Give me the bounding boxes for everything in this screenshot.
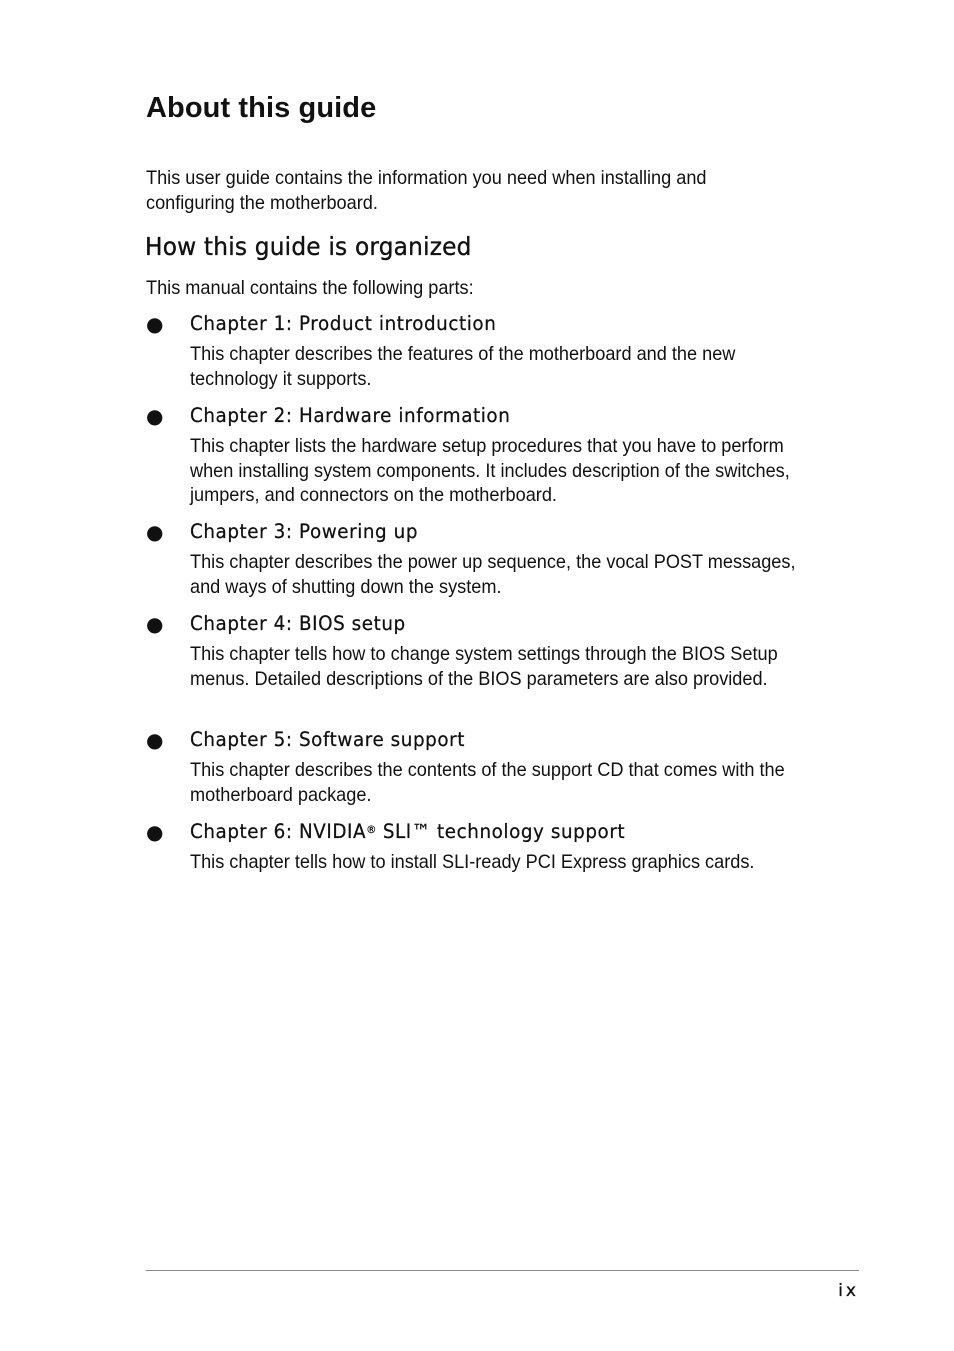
- section-heading: How this guide is organized: [145, 232, 472, 261]
- intro-paragraph: This user guide contains the information you need when installing and configuring the motherboard.: [146, 167, 707, 214]
- chapter-title-suffix: SLI™ technology support: [376, 820, 626, 843]
- chapter-title: Chapter 1: Product introduction: [190, 312, 497, 335]
- chapter-description: This chapter describes the contents of the support CD that comes with the motherboard package.: [190, 759, 785, 806]
- bullet-icon: ●: [146, 728, 164, 752]
- bullet-icon: ●: [146, 312, 164, 336]
- bullet-icon: ●: [146, 820, 164, 844]
- chapter-title: Chapter 2: Hardware information: [190, 404, 511, 427]
- chapter-description: This chapter describes the features of the motherboard and the new technology it supports.: [190, 343, 736, 390]
- chapter-title-prefix: Chapter 6: NVIDIA: [190, 820, 367, 843]
- chapter-description: This chapter lists the hardware setup procedures that you have to perform when installing system components. It includes description of the switches, jumpers, and connectors on the motherboard.: [190, 435, 790, 506]
- chapter-description: This chapter tells how to change system settings through the BIOS Setup menus. Detailed descriptions of the BIOS parameters are also provided.: [190, 643, 778, 690]
- chapter-title: Chapter 3: Powering up: [190, 520, 419, 543]
- chapter-title: Chapter 5: Software support: [190, 728, 466, 751]
- chapter-description: This chapter tells how to install SLI-ready PCI Express graphics cards.: [190, 851, 755, 873]
- parts-lead-text: This manual contains the following parts:: [146, 277, 474, 299]
- footer-divider: [146, 1270, 859, 1271]
- page-number: ix: [838, 1281, 859, 1301]
- chapter-title: Chapter 4: BIOS setup: [190, 612, 406, 635]
- bullet-icon: ●: [146, 520, 164, 544]
- registered-mark: ®: [366, 823, 377, 836]
- bullet-icon: ●: [146, 404, 164, 428]
- bullet-icon: ●: [146, 612, 164, 636]
- chapter-title: [190, 821, 625, 843]
- chapter-description: This chapter describes the power up sequence, the vocal POST messages, and ways of shutting down the system.: [190, 551, 796, 598]
- page-title: About this guide: [146, 92, 377, 124]
